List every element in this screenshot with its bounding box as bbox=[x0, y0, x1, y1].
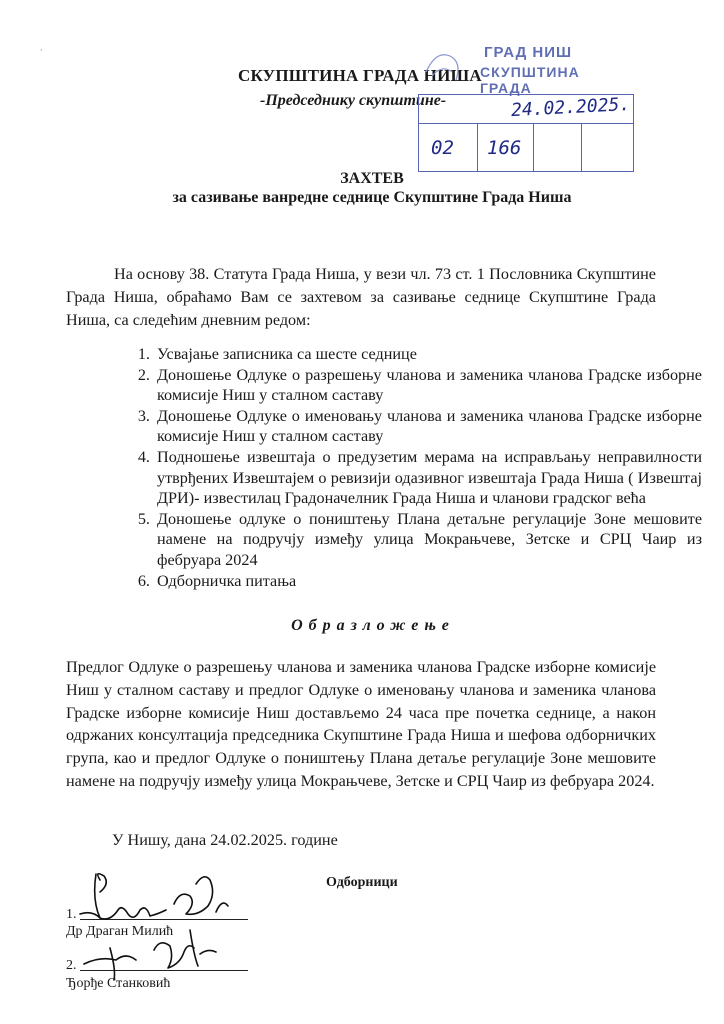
agenda-item: 5. Доношење одлуке о поништењу Плана детаљне регулације Зоне мешовите намене на подручју између улица Мокрањчеве, Зетске и СРЦ Чаир из фебруара 2024 bbox=[154, 509, 702, 571]
reasoning-paragraph: Предлог Одлуке о разрешењу чланова и заменика чланова Градске изборне комисије Ниш у сталном саставу и предлог Одлуке о именовању чланова и заменика чланова Градске изборне комисије Ниш достављемо 24 часа пре почетка седнице, а након одржаних консултација председника Скупштине Града Ниша и шефова одборничких група, као и предлог Одлуке о поништењу Плана детаље регулације Зоне мешовите намене на подручју између улица Мокрањчеве, Зетске и СРЦ Чаир из фебруара 2024. bbox=[66, 658, 656, 790]
stamp-number: 166 bbox=[487, 137, 522, 159]
signature-number: 2. bbox=[66, 958, 77, 973]
margin-mark: · bbox=[40, 46, 43, 55]
request-title: ЗАХТЕВ bbox=[340, 170, 404, 187]
agenda-list bbox=[110, 344, 702, 591]
stamp-assembly: СКУПШТИНА ГРАДА bbox=[480, 64, 580, 96]
signature-number: 1. bbox=[66, 907, 77, 922]
stamp-date-row bbox=[419, 95, 633, 124]
agenda-item: 3. Доношење Одлуке о именовању чланова и заменика чланова Градске изборне комисије Ниш у сталном саставу bbox=[154, 406, 702, 447]
agenda-item: 4. Подношење извештаја о предузетим мерама на исправљању неправилности утврђених Извештајем о ревизији одазивног извештаја Града Ниша ( Извештај ДРИ)- известилац Градоначелник Града Ниша и чланови градског већа bbox=[154, 447, 702, 509]
agenda-item: 6. Одборничка питања bbox=[154, 571, 702, 592]
header-subtitle: -Председнику скупштине- bbox=[260, 92, 447, 109]
signatures-heading: Одборници bbox=[326, 875, 398, 890]
registry-stamp bbox=[414, 38, 636, 174]
signatory-name: Ђорђе Станковић bbox=[66, 976, 171, 991]
place-date: У Нишу, дана 24.02.2025. године bbox=[112, 831, 338, 849]
request-subtitle: за сазивање ванредне седнице Скупштине Града Ниша bbox=[172, 189, 572, 206]
intro-paragraph: На основу 38. Статута Града Ниша, у вези чл. 73 ст. 1 Пословника Скупштине Града Ниша, обраћамо Вам се захтевом за сазивање седнице Скупштине Града Ниша, са следећим дневним редом: bbox=[66, 265, 656, 329]
stamp-org-unit: 02 bbox=[431, 137, 454, 159]
header-title: СКУПШТИНА ГРАДА НИША bbox=[238, 66, 482, 85]
agenda-item: 1. Усвајање записника са шесте седнице bbox=[154, 344, 702, 365]
stamp-table bbox=[418, 94, 634, 172]
stamp-cell-attachment bbox=[533, 123, 582, 171]
reasoning-title: Образложење bbox=[291, 617, 455, 634]
stamp-received-date: 24.02.2025. bbox=[510, 93, 631, 122]
stamp-city: ГРАД НИШ bbox=[484, 44, 573, 61]
agenda-item: 2. Доношење Одлуке о разрешењу чланова и заменика чланова Градске изборне комисије Ниш у сталном саставу bbox=[154, 365, 702, 406]
stamp-cells-row bbox=[419, 123, 633, 171]
stamp-emblem bbox=[416, 42, 476, 92]
handwritten-signatures bbox=[70, 860, 270, 990]
signatory-name: Др Драган Милић bbox=[66, 924, 174, 939]
